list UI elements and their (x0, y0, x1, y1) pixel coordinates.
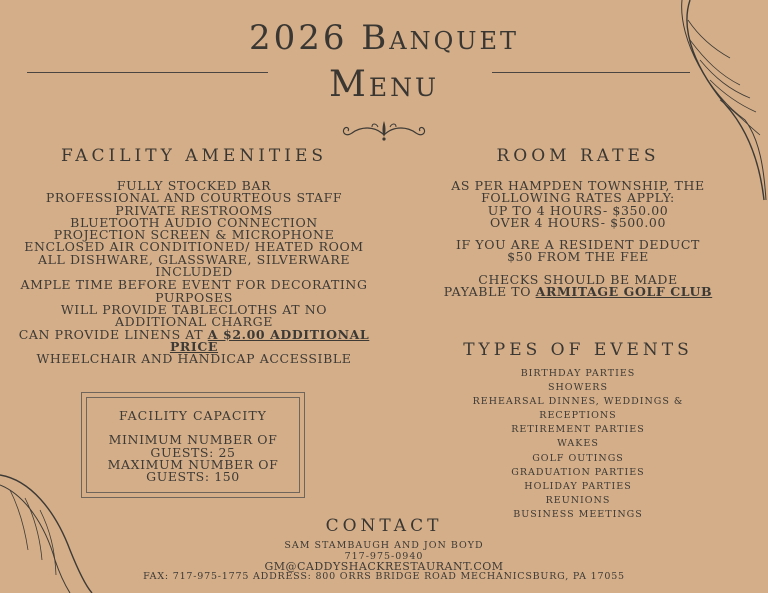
linens-price-continued: PRICE (169, 338, 219, 354)
list-item: RETIREMENT PARTIES (511, 424, 645, 436)
resident-line-1: IF YOU ARE A RESIDENT DEDUCT (456, 237, 700, 253)
title-line-2: Menu (328, 64, 440, 105)
list-item: BIRTHDAY PARTIES (520, 368, 636, 379)
rates-line-1: AS PER HAMPDEN TOWNSHIP, THE (451, 178, 705, 193)
rates-list (388, 180, 768, 298)
checks-line-2 (388, 286, 768, 298)
list-item: HOLIDAY PARTIES (524, 480, 632, 492)
amenities-heading: FACILITY AMENITIES (60, 146, 328, 166)
capacity-max-1: MAXIMUM NUMBER OF (107, 456, 279, 472)
decorating-line-1: AMPLE TIME BEFORE EVENT FOR DECORATING (20, 277, 368, 293)
capacity-min-1: MINIMUM NUMBER OF (108, 432, 278, 448)
ornament-flourish-icon (338, 117, 430, 143)
list-item: PROJECTION SCREEN & MICROPHONE (53, 227, 335, 243)
list-item: PRIVATE RESTROOMS (115, 202, 273, 218)
checks-prefix: PAYABLE TO (443, 284, 536, 300)
list-item: BUSINESS MEETINGS (513, 508, 643, 520)
contact-fax-address: FAX: 717-975-1775 ADDRESS: 800 ORRS BRIDGE ROAD MECHANICSBURG, PA 17055 (143, 571, 625, 582)
events-list (388, 367, 768, 522)
events-heading: TYPES OF EVENTS (463, 340, 693, 360)
list-item: GOLF OUTINGS (532, 452, 624, 464)
checks-line-1: CHECKS SHOULD BE MADE (478, 271, 678, 287)
linens-price: A $2.00 ADDITIONAL (207, 326, 370, 342)
tablecloths-line-1: WILL PROVIDE TABLECLOTHS AT NO (60, 301, 328, 317)
capacity-min-2: GUESTS: 25 (150, 444, 236, 460)
list-item: GRADUATION PARTIES (511, 466, 645, 478)
list-item: ENCLOSED AIR CONDITIONED/ HEATED ROOM (24, 239, 364, 255)
rates-heading: ROOM RATES (496, 146, 660, 166)
list-item: ALL DISHWARE, GLASSWARE, SILVERWARE (37, 251, 351, 267)
list-item: BLUETOOTH AUDIO CONNECTION (70, 214, 318, 230)
list-item: FULLY STOCKED BAR (116, 178, 272, 193)
tablecloths-line-2: ADDITIONAL CHARGE (115, 314, 273, 330)
linens-prefix: CAN PROVIDE LINENS AT (18, 326, 208, 342)
list-item: INCLUDED (155, 264, 233, 280)
contact-phone: 717-975-0940 (344, 551, 424, 562)
title-line-1: 2026 Banquet (248, 18, 520, 58)
rates-line-4: OVER 4 HOURS- $500.00 (489, 214, 667, 230)
rates-line-2: FOLLOWING RATES APPLY: (481, 190, 675, 206)
list-item: PROFESSIONAL AND COURTEOUS STAFF (45, 190, 343, 206)
list-item: RECEPTIONS (539, 410, 617, 422)
list-item: REHEARSAL DINNES, WEDDINGS & (472, 396, 684, 408)
decorating-line-2: PURPOSES (155, 289, 233, 305)
capacity-box (81, 392, 305, 498)
list-item: REUNIONS (545, 494, 611, 506)
capacity-max-2: GUESTS: 150 (146, 469, 240, 485)
contact-heading: CONTACT (325, 516, 443, 536)
list-item: SHOWERS (548, 382, 608, 394)
resident-line-2: $50 FROM THE FEE (507, 249, 649, 265)
accessible-line: WHEELCHAIR AND HANDICAP ACCESSIBLE (36, 351, 352, 367)
amenities-list (0, 180, 388, 365)
list-item: WAKES (557, 438, 599, 450)
contact-email[interactable]: GM@CADDYSHACKRESTAURANT.COM (264, 560, 504, 573)
contact-names: SAM STAMBAUGH AND JON BOYD (284, 540, 484, 551)
capacity-heading: FACILITY CAPACITY (119, 408, 267, 423)
rates-line-3: UP TO 4 HOURS- $350.00 (487, 202, 669, 218)
checks-payee: ARMITAGE GOLF CLUB (535, 284, 713, 300)
